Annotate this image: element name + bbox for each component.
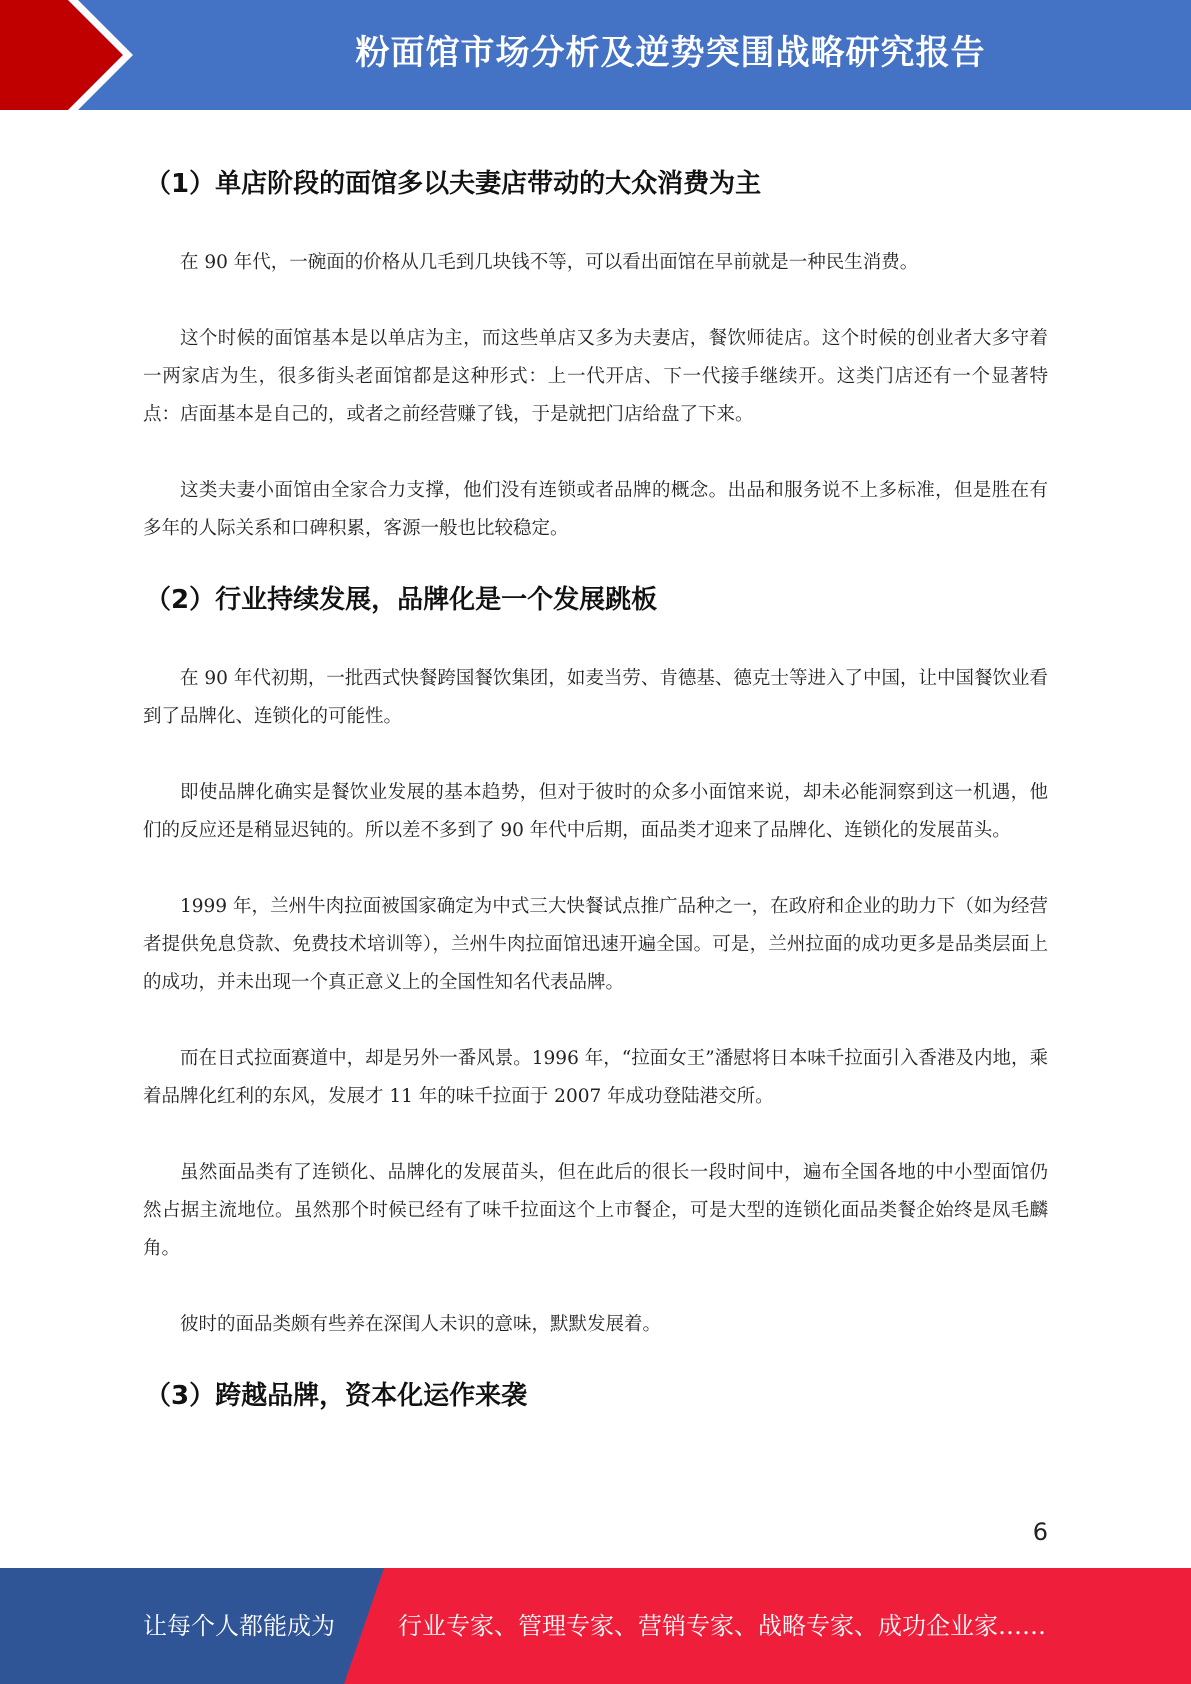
paragraph: 在 90 年代初期，一批西式快餐跨国餐饮集团，如麦当劳、肯德基、德克士等进入了中国，让中国餐饮业看到了品牌化、连锁化的可能性。 — [143, 668, 1048, 727]
page-number: 6 — [1032, 1518, 1048, 1546]
paragraph: 这个时候的面馆基本是以单店为主，而这些单店又多为夫妻店，餐饮师徒店。这个时候的创业者大多守着一两家店为生，很多街头老面馆都是这种形式：上一代开店、下一代接手继续开。这类门店还有一个显著特点：店面基本是自己的，或者之前经营赚了钱，于是就把门店给盘了下来。 — [143, 328, 1048, 425]
footer-slogan-right: 行业专家、管理专家、营销专家、战略专家、成功企业家…… — [398, 1612, 1046, 1640]
header-chevron-decoration — [0, 0, 160, 110]
section-heading-3: （3）跨越品牌，资本化运作来袭 — [145, 1381, 528, 1411]
report-body — [143, 150, 1048, 1416]
paragraph: 1999 年，兰州牛肉拉面被国家确定为中式三大快餐试点推广品种之一，在政府和企业的助力下（如为经营者提供免息贷款、免费技术培训等），兰州牛肉拉面馆迅速开遍全国。可是，兰州拉面的成功更多是品类层面上的成功，并未出现一个真正意义上的全国性知名代表品牌。 — [143, 896, 1048, 993]
section-heading-2: （2）行业持续发展，品牌化是一个发展跳板 — [145, 585, 658, 615]
section-heading-1: （1）单店阶段的面馆多以夫妻店带动的大众消费为主 — [145, 169, 762, 199]
paragraph: 虽然面品类有了连锁化、品牌化的发展苗头，但在此后的很长一段时间中，遍布全国各地的中小型面馆仍然占据主流地位。虽然那个时候已经有了味千拉面这个上市餐企，可是大型的连锁化面品类餐企始终是凤毛麟角。 — [143, 1162, 1048, 1259]
footer-slogan-left: 让每个人都能成为 — [143, 1612, 335, 1640]
footer-banner — [0, 1568, 1191, 1684]
paragraph: 彼时的面品类颇有些养在深闺人未识的意味，默默发展着。 — [180, 1314, 662, 1335]
header-banner — [0, 0, 1191, 110]
paragraph: 而在日式拉面赛道中，却是另外一番风景。1996 年，“拉面女王”潘慰将日本味千拉面引入香港及内地，乘着品牌化红利的东风，发展才 11 年的味千拉面于 2007 年成功登陆港交所。 — [143, 1048, 1048, 1107]
paragraph: 这类夫妻小面馆由全家合力支撑，他们没有连锁或者品牌的概念。出品和服务说不上多标准，但是胜在有多年的人际关系和口碑积累，客源一般也比较稳定。 — [143, 480, 1048, 539]
paragraph: 在 90 年代，一碗面的价格从几毛到几块钱不等，可以看出面馆在早前就是一种民生消费。 — [180, 252, 919, 273]
paragraph: 即使品牌化确实是餐饮业发展的基本趋势，但对于彼时的众多小面馆来说，却未必能洞察到这一机遇，他们的反应还是稍显迟钝的。所以差不多到了 90 年代中后期，面品类才迎来了品牌化、连锁化的发展苗头。 — [143, 782, 1048, 841]
document-title: 粉面馆市场分析及逆势突围战略研究报告 — [355, 33, 986, 73]
